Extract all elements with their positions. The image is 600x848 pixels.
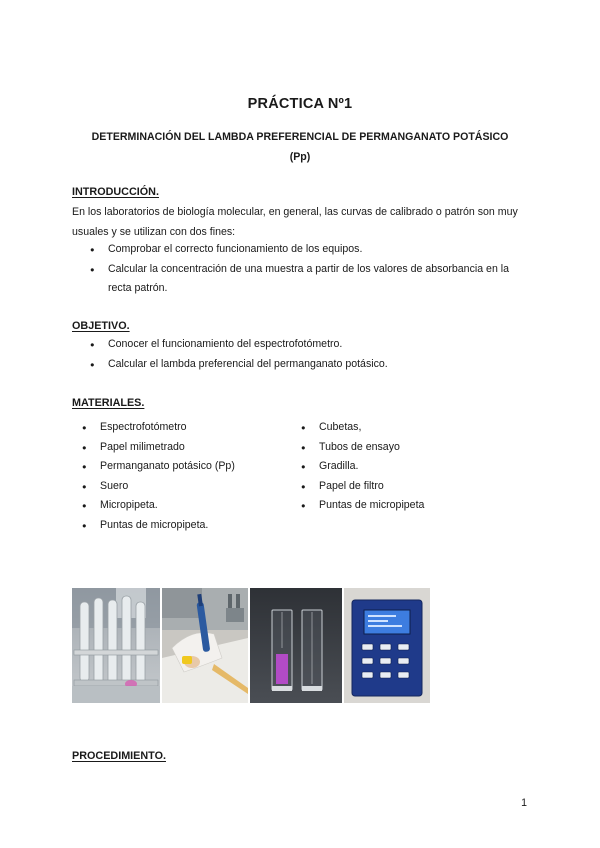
list-item: ● Comprobar el correcto funcionamiento de los equipos.: [90, 240, 530, 260]
list-item: ● Gradilla.: [301, 457, 501, 477]
objective-heading: OBJETIVO.: [72, 320, 130, 332]
procedure-heading: PROCEDIMIENTO.: [72, 750, 166, 762]
list-item: ● Papel milimetrado: [82, 438, 282, 458]
intro-bullet-list: [90, 240, 530, 299]
list-item: ● Tubos de ensayo: [301, 438, 501, 458]
list-item: ● Papel de filtro: [301, 477, 501, 497]
subtitle-line-1: DETERMINACIÓN DEL LAMBDA PREFERENCIAL DE PERMANGANATO POTÁSICO: [91, 131, 509, 143]
materials-list-left: [82, 418, 282, 535]
cuvettes-photo: [250, 588, 342, 703]
list-item: ● Cubetas,: [301, 418, 501, 438]
subtitle-line-2: (Pp): [289, 151, 311, 163]
list-item: ● Calcular el lambda preferencial del permanganato potásico.: [90, 355, 530, 375]
list-item: ● Puntas de micropipeta.: [82, 516, 282, 536]
list-item: ● Conocer el funcionamiento del espectrofotómetro.: [90, 335, 530, 355]
list-item: ● Suero: [82, 477, 282, 497]
materials-heading: MATERIALES.: [72, 397, 145, 409]
materials-list-right: [301, 418, 501, 516]
list-item: ● Permanganato potásico (Pp): [82, 457, 282, 477]
intro-heading: INTRODUCCIÓN.: [72, 186, 159, 198]
page-title: PRÁCTICA Nº1: [247, 96, 353, 112]
spectrophotometer-photo: [344, 588, 430, 703]
test-tubes-photo: [72, 588, 160, 703]
list-item: ● Micropipeta.: [82, 496, 282, 516]
intro-text: En los laboratorios de biología molecular, en general, las curvas de calibrado o patrón son muy usuales y se utilizan con dos fines:: [72, 206, 518, 238]
list-item: ● Espectrofotómetro: [82, 418, 282, 438]
objective-bullet-list: [90, 335, 530, 374]
page-subtitle: [60, 127, 540, 167]
list-item: ● Calcular la concentración de una muestra a partir de los valores de absorbancia en la recta patrón.: [90, 260, 530, 299]
list-item: ● Puntas de micropipeta: [301, 496, 501, 516]
micropipette-photo: [162, 588, 248, 703]
page-number: 1: [521, 797, 527, 809]
